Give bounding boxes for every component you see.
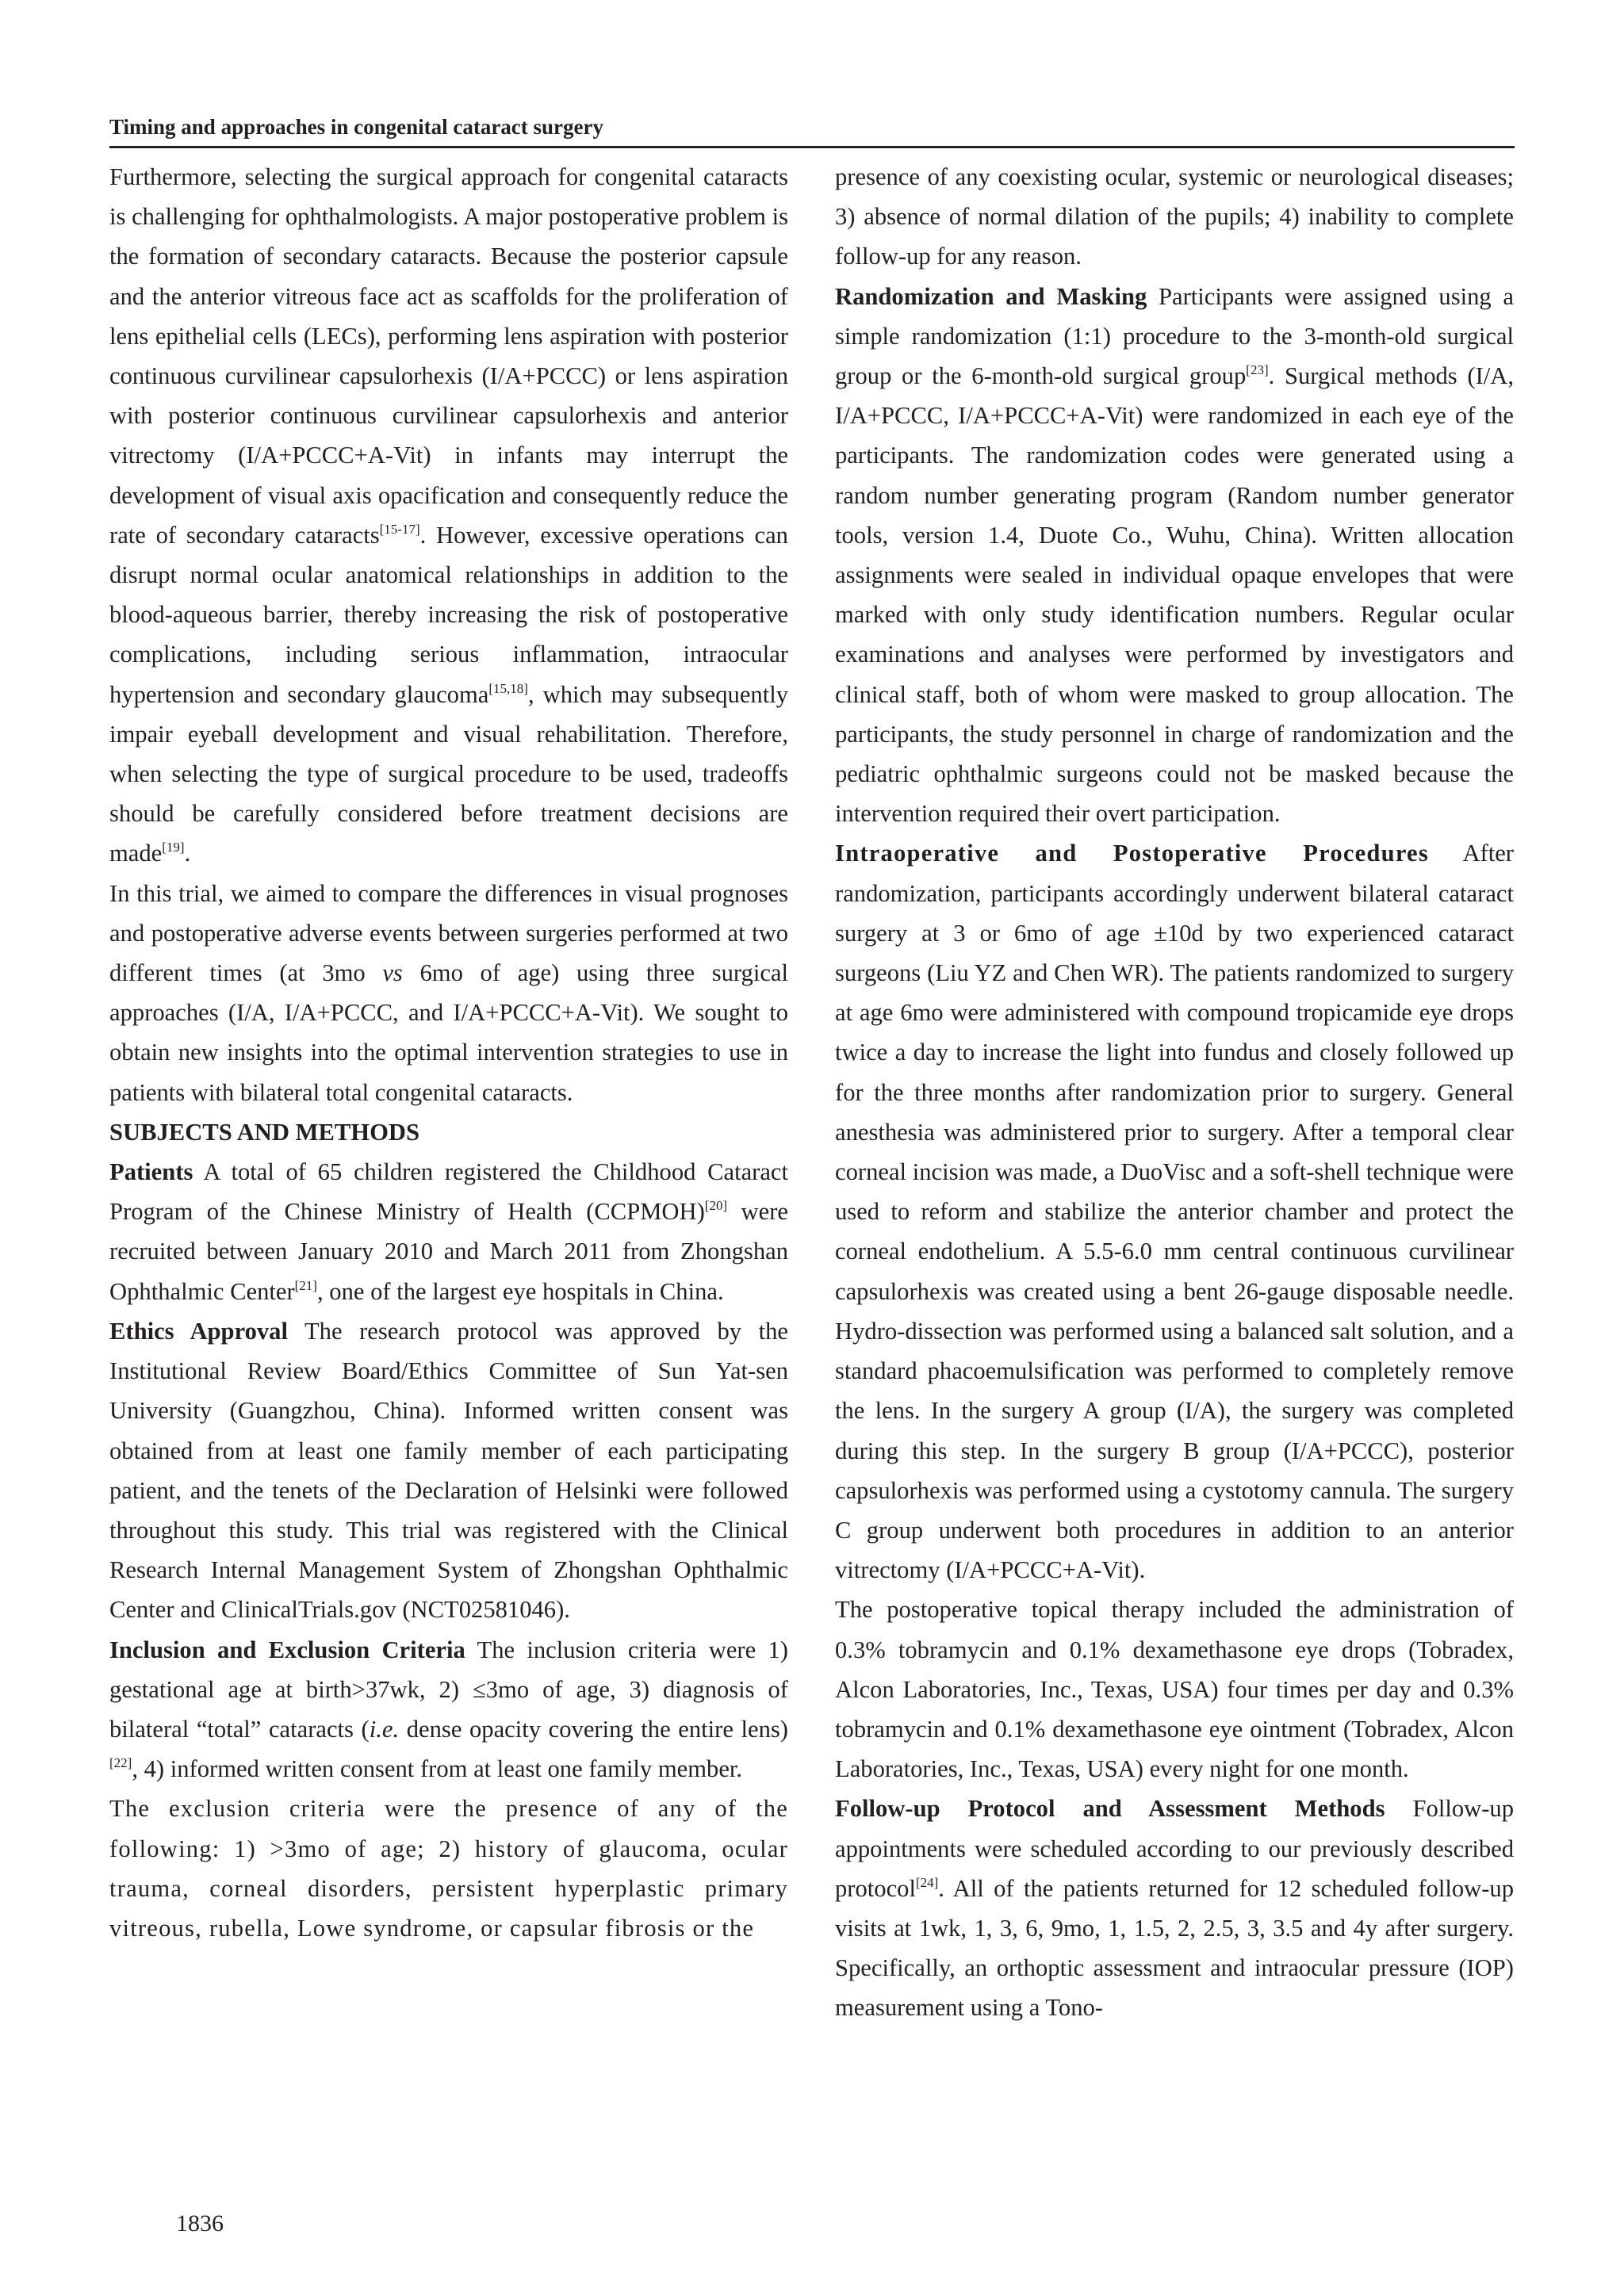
running-title: Timing and approaches in congenital cataract surgery xyxy=(109,115,604,139)
text-run: The inclusion criteria were 1) gestational age at birth>37wk, 2) ≤3mo of age, 3) diagnosis of bilateral “total” cataracts ( xyxy=(109,1636,788,1743)
text-run: After randomization, participants accordingly underwent bilateral cataract surgery at 3 or 6mo of age ±10d by two experienced cataract surgeons (Liu YZ and Chen WR). The patients randomized to surgery at age 6mo were administered with compound tropicamide eye drops twice a day to increase the light into fundus and closely followed up for the three months after randomization prior to surgery. General anesthesia was administered prior to surgery. After a temporal clear corneal incision was made, a DuoVisc and a soft-shell technique were used to reform and stabilize the anterior chamber and protect the corneal endothelium. A 5.5-6.0 mm central continuous curvilinear capsulorhexis was created using a bent 26-gauge disposable needle. Hydro-dissection was performed using a balanced salt solution, and a standard phacoemulsification was performed to completely remove the lens. In the surgery A group (I/A), the surgery was completed during this step. In the surgery B group (I/A+PCCC), posterior capsulorhexis was performed using a cystotomy cannula. The surgery C group underwent both procedures in addition to an anterior vitrectomy (I/A+PCCC+A-Vit). xyxy=(835,840,1514,1584)
citation: [20] xyxy=(704,1198,728,1214)
text-run: . However, excessive operations can disrupt normal ocular anatomical relationships in addition to the blood-aqueous barrier, thereby increasing the risk of postoperative complications, including serious inflammation, intraocular hypertension and secondary glaucoma xyxy=(109,521,788,708)
subsection-heading: Randomization and Masking xyxy=(835,282,1147,310)
citation: [24] xyxy=(915,1874,939,1890)
text-run: The research protocol was approved by the Institutional Review Board/Ethics Committee of Sun Yat-sen University (Guangzhou, China). Informed written consent was obtained from at least one family member of each participating patient, and the tenets of the Declaration of Helsinki were followed throughout this study. This trial was registered with the Clinical Research Internal Management System of Zhongshan Ophthalmic Center and ClinicalTrials.gov (NCT02581046). xyxy=(109,1317,788,1624)
intro-paragraph xyxy=(109,157,788,874)
subsection-heading: Intraoperative and Postoperative Procedures xyxy=(835,840,1429,867)
italic-text: vs xyxy=(382,959,403,987)
exclusion-paragraph: The exclusion criteria were the presence of any of the following: 1) >3mo of age; 2) history of glaucoma, ocular trauma, corneal disorders, persistent hyperplastic primary vitreous, rubella, Lowe syndrome, or capsular fibrosis or the xyxy=(109,1795,788,1942)
ethics-paragraph xyxy=(109,1311,788,1630)
text-run: were recruited between January 2010 and March 2011 from Zhongshan Ophthalmic Center xyxy=(109,1198,788,1305)
text-run: dense opacity covering the entire lens) xyxy=(399,1715,788,1743)
subsection-heading: Ethics Approval xyxy=(109,1317,288,1345)
text-run: In this trial, we aimed to compare the differences in visual prognoses and postoperative adverse events between surgeries performed at two different times (at 3mo xyxy=(109,879,788,987)
text-run: . xyxy=(184,840,191,867)
subsection-heading: Patients xyxy=(109,1158,193,1186)
citation: [23] xyxy=(1246,362,1269,378)
text-run: 6mo of age) using three surgical approaches (I/A, I/A+PCCC, and I/A+PCCC+A-Vit). We sought to obtain new insights into the optimal intervention strategies to use in patients with bilateral total congenital cataracts. xyxy=(109,959,789,1106)
exclusion-continued: presence of any coexisting ocular, systemic or neurological diseases; 3) absence of normal dilation of the pupils; 4) inability to complete follow-up for any reason. xyxy=(835,163,1514,270)
left-column xyxy=(109,157,788,1948)
randomization-paragraph xyxy=(835,277,1514,834)
text-run: , which may subsequently impair eyeball development and visual rehabilitation. Therefore, when selecting the type of surgical procedure to be used, tradeoffs should be carefully considered before treatment decisions are made xyxy=(109,680,788,867)
right-column xyxy=(835,157,1514,2028)
citation: [15-17] xyxy=(379,521,420,537)
text-run: Furthermore, selecting the surgical approach for congenital cataracts is challenging for ophthalmologists. A major postoperative problem is the formation of secondary cataracts. Because the posterior capsule and the anterior vitreous face act as scaffolds for the proliferation of lens epithelial cells (LECs), performing lens aspiration with posterior continuous curvilinear capsulorhexis (I/A+PCCC) or lens aspiration with posterior continuous curvilinear capsulorhexis and anterior vitrectomy (I/A+PCCC+A-Vit) in infants may interrupt the development of visual axis opacification and consequently reduce the rate of secondary cataracts xyxy=(109,163,788,549)
page-number: 1836 xyxy=(176,2210,224,2237)
citation: [22] xyxy=(109,1755,132,1771)
citation: [21] xyxy=(294,1277,317,1293)
section-heading: SUBJECTS AND METHODS xyxy=(109,1118,420,1146)
text-run: Participants were assigned using a simple randomization (1:1) procedure to the 3-month-old surgical group or the 6-month-old surgical group xyxy=(835,282,1515,390)
followup-paragraph xyxy=(835,1789,1514,2027)
italic-text: i.e. xyxy=(369,1715,400,1743)
patients-paragraph xyxy=(109,1152,788,1311)
text-run: , 4) informed written consent from at least one family member. xyxy=(132,1755,743,1783)
citation: [19] xyxy=(162,840,185,855)
postop-therapy-paragraph: The postoperative topical therapy included the administration of 0.3% tobramycin and 0.1% dexamethasone eye drops (Tobradex, Alcon Laboratories, Inc., Texas, USA) four times per day and 0.3% tobramycin and 0.1% dexamethasone eye ointment (Tobradex, Alcon Laboratories, Inc., Texas, USA) every night for one month. xyxy=(835,1596,1514,1783)
citation: [15,18] xyxy=(488,680,528,696)
text-run: . Surgical methods (I/A, I/A+PCCC, I/A+PCCC+A-Vit) were randomized in each eye of the participants. The randomization codes were generated using a random number generating program (Random number generator tools, version 1.4, Duote Co., Wuhu, China). Written allocation assignments were sealed in individual opaque envelopes that were marked with only study identification numbers. Regular ocular examinations and analyses were performed by investigators and clinical staff, both of whom were masked to group allocation. The participants, the study personnel in charge of randomization and the pediatric ophthalmic surgeons could not be masked because the intervention required their overt participation. xyxy=(835,362,1514,828)
text-run: Follow-up appointments were scheduled according to our previously described protocol xyxy=(835,1795,1514,1902)
text-run: A total of 65 children registered the Childhood Cataract Program of the Chinese Ministry of Health (CCPMOH) xyxy=(109,1158,788,1226)
subsection-heading: Follow-up Protocol and Assessment Methods xyxy=(835,1795,1385,1823)
procedures-paragraph xyxy=(835,833,1514,1590)
text-run: , one of the largest eye hospitals in China. xyxy=(316,1277,724,1305)
subsection-heading: Inclusion and Exclusion Criteria xyxy=(109,1636,465,1663)
header-rule xyxy=(109,146,1515,148)
aim-paragraph xyxy=(109,874,788,1112)
text-run: . All of the patients returned for 12 scheduled follow-up visits at 1wk, 1, 3, 6, 9mo, 1, 1.5, 2, 2.5, 3, 3.5 and 4y after surgery. Specifically, an orthoptic assessment and intraocular pressure (IOP) measurement using a Tono- xyxy=(835,1874,1514,2022)
inclusion-paragraph xyxy=(109,1630,788,1789)
